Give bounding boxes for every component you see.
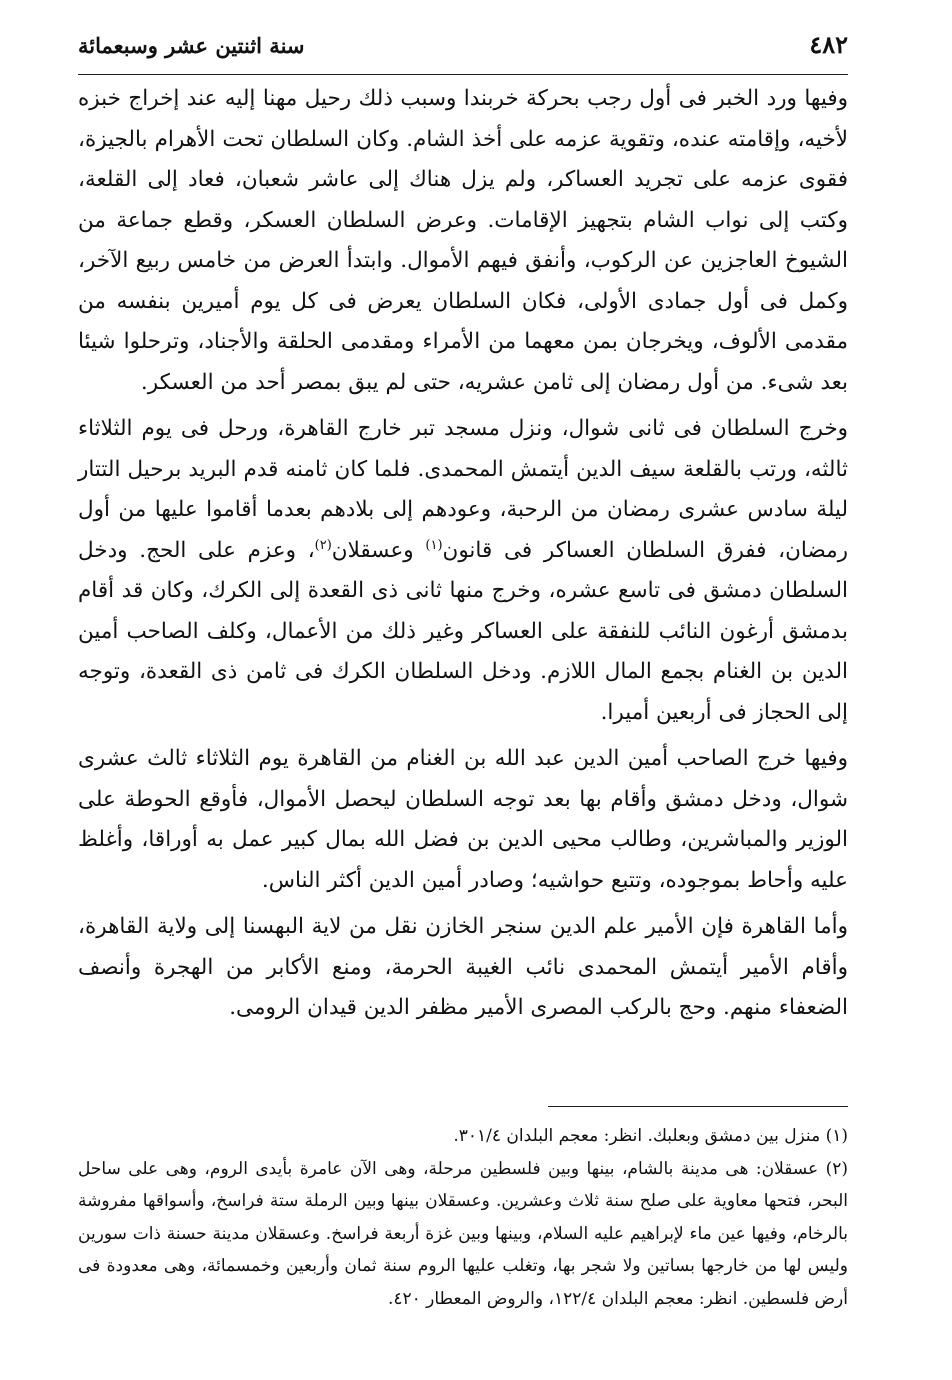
book-page bbox=[78, 30, 848, 1360]
paragraph-2 bbox=[78, 409, 848, 733]
page-number: ٤٨٢ bbox=[809, 30, 848, 59]
footnote-ref-2[interactable]: (٢) bbox=[314, 537, 332, 553]
main-text bbox=[78, 79, 848, 1029]
paragraph-1: وفيها ورد الخبر فى أول رجب بحركة خربندا وسبب ذلك رحيل مهنا إليه عند إخراج خبزه لأخيه، وإقامته عنده، وتقوية عزمه على أخذ الشام. وكان السلطان تحت الأهرام بالجيزة، فقوى عزمه على تجريد العساكر، ولم يزل هناك إلى عاشر شعبان، فعاد إلى القلعة، وكتب إلى نواب الشام بتجهيز الإقامات. وعرض السلطان العسكر، وقطع جماعة من الشيوخ العاجزين عن الركوب، وأنفق فيهم الأموال. وابتدأ العرض من خامس ربيع الآخر، وكمل فى أول جمادى الأولى، فكان السلطان يعرض فى كل يوم أميرين بنفسه من مقدمى الألوف، ويخرجان بمن معهما من الأمراء ومقدمى الحلقة والأجناد، وترحلوا شيئا بعد شىء. من أول رمضان إلى ثامن عشريه، حتى لم يبق بمصر أحد من العسكر. bbox=[78, 86, 848, 395]
footnote-divider bbox=[548, 1106, 848, 1107]
footnote-1: (١) منزل بين دمشق وبعلبك. انظر: معجم البلدان ٣٠١/٤. bbox=[453, 1126, 848, 1146]
paragraph-3: وفيها خرج الصاحب أمين الدين عبد الله بن الغنام من القاهرة يوم الثلاثاء ثالث عشرى شوال، ودخل دمشق وأقام بها بعد توجه السلطان ليحصل الأموال، فأوقع الحوطة على الوزير والمباشرين، وطالب محيى الدين بن فضل الله بمال كبير عمل به أوراقا، وأغلظ عليه وأحاط بموجوده، وتتبع حواشيه؛ وصادر أمين الدين أكثر الناس. bbox=[78, 746, 848, 893]
footnote-ref-1[interactable]: (١) bbox=[425, 537, 443, 553]
footnote-2: (٢) عسقلان: هى مدينة بالشام، بينها وبين فلسطين مرحلة، وهى الآن عامرة بأيدى الروم، وهى على ساحل البحر، فتحها معاوية على صلح سنة ثلاث وعشرين. وعسقلان بينها وبين الرملة ستة فراسخ، وأسواقها مفروشة بالرخام، وفيها عين ماء لإبراهيم عليه السلام، وبينها وبين غزة أربعة فراسخ. وعسقلان مدينة حسنة ذات سورين وليس لها من خارجها بساتين ولا شجر بها، وتغلب عليها الروم سنة ثمان وأربعين وخمسمائة، وهى معدودة فى أرض فلسطين. انظر: معجم البلدان ١٢٢/٤، والروض المعطار ٤٢٠. bbox=[78, 1158, 848, 1309]
running-title: سنة اثنتين عشر وسبعمائة bbox=[78, 33, 305, 58]
page-header bbox=[78, 30, 848, 75]
paragraph-2-part-3: ، وعزم على الحج. ودخل السلطان دمشق فى تاسع عشره، وخرج منها ثانى ذى القعدة إلى الكرك، وكان قد أقام بدمشق أرغون النائب للنفقة على العساكر وغير ذلك من الأعمال، وكلف الصاحب أمين الدين بن الغنام بجمع المال اللازم. ودخل السلطان الكرك فى ثامن ذى القعدة، وتوجه إلى الحجاز فى أربعين أميرا. bbox=[78, 537, 848, 725]
paragraph-2-part-2: وعسقلان bbox=[331, 537, 426, 563]
paragraph-4: وأما القاهرة فإن الأمير علم الدين سنجر الخازن نقل من لاية البهسنا إلى ولاية القاهرة، وأقام الأمير أيتمش المحمدى نائب الغيبة الحرمة، ومنع الأكابر من الهجرة وأنصف الضعفاء منهم. وحج بالركب المصرى الأمير مظفر الدين قيدان الرومى. bbox=[78, 914, 848, 1020]
footnotes bbox=[78, 1120, 848, 1315]
paragraph-2-part-1: وخرج السلطان فى ثانى شوال، ونزل مسجد تبر خارج القاهرة، ورحل فى يوم الثلاثاء ثالثه، ورتب بالقلعة سيف الدين أيتمش المحمدى. فلما كان ثامنه قدم البريد برحيل التتار ليلة سادس عشرى رمضان من الرحبة، وعودهم إلى بلادهم بعدما أقاموا عليها من أول رمضان، ففرق السلطان العساكر فى قانون bbox=[78, 416, 848, 563]
